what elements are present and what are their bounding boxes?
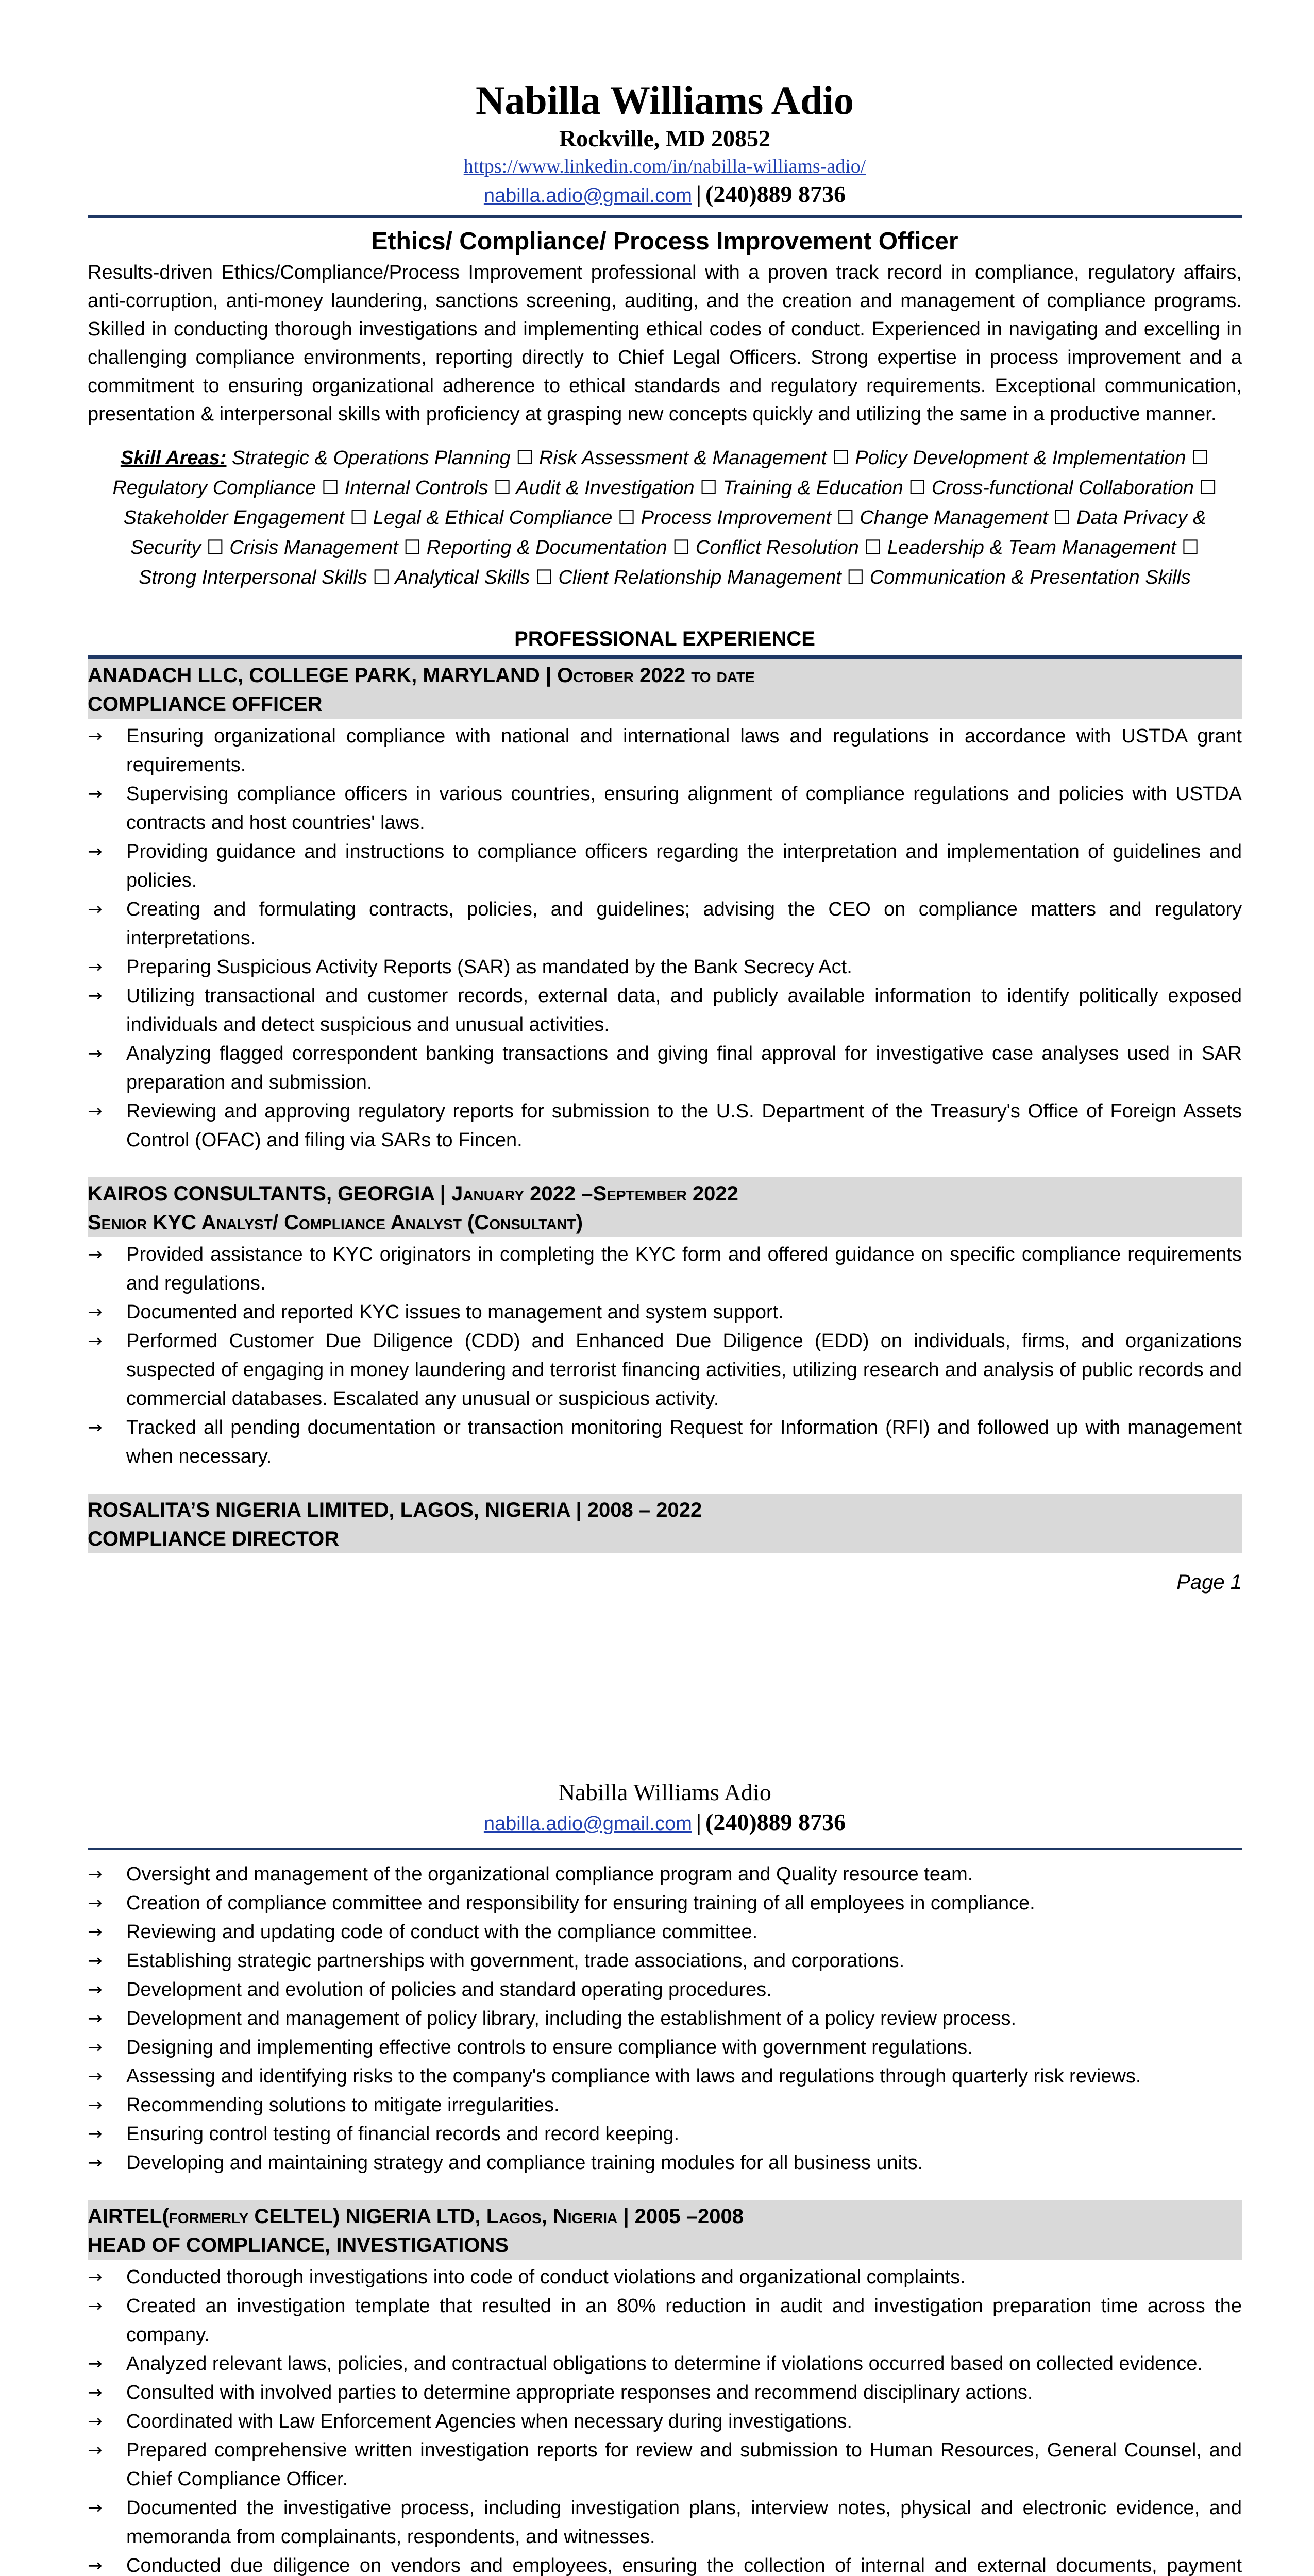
arrow-right-icon: → — [88, 2008, 103, 2029]
job-header: KAIROS CONSULTANTS, GEORGIA | January 2022 –September 2022 Senior KYC Analyst/ Compliance Analyst (Consultant) — [88, 1177, 1242, 1237]
arrow-right-icon: → — [88, 784, 103, 804]
skill-areas — [108, 443, 1221, 592]
arrow-right-icon: → — [88, 2095, 103, 2115]
bullet-item: → Created an investigation template that resulted in an 80% reduction in audit and investigation preparation time across the company. — [88, 2292, 1242, 2349]
job-dates: January 2022 –September 2022 — [451, 1182, 738, 1205]
summary-text: Results-driven Ethics/Compliance/Process Improvement professional with a proven track record in compliance, regulatory affairs, anti-corruption, anti-money laundering, sanctions screening, auditing, and the creation and management of compliance programs. Skilled in conducting thorough investigations and implementing ethical codes of conduct. Experienced in navigating and excelling in challenging compliance environments, reporting directly to Chief Legal Officers. Strong expertise in process improvement and a commitment to ensuring organizational adherence to ethical standards and regulatory requirements. Exceptional communication, presentation & interpersonal skills with proficiency at grasping new concepts quickly and utilizing the same in a productive manner. — [88, 262, 1242, 425]
page-1-content — [88, 77, 1242, 1597]
candidate-name: Nabilla Williams Adio — [558, 1779, 771, 1805]
candidate-location: Rockville, MD 20852 — [559, 125, 771, 151]
section-heading-experience: PROFESSIONAL EXPERIENCE — [88, 624, 1242, 659]
contact-separator: | — [696, 1809, 701, 1835]
bullet-item: → Assessing and identifying risks to the company's compliance with laws and regulations through quarterly risk reviews. — [88, 2062, 1242, 2091]
arrow-right-icon: → — [88, 2353, 103, 2374]
arrow-right-icon: → — [88, 2124, 103, 2144]
contact-line — [88, 1807, 1242, 1843]
professional-title: Ethics/ Compliance/ Process Improvement Officer — [371, 228, 958, 255]
bullet-item: → Ensuring organizational compliance with national and international laws and regulations in accordance with USTDA grant requirements. — [88, 722, 1242, 779]
job-title: COMPLIANCE DIRECTOR — [88, 1528, 340, 1550]
arrow-right-icon: → — [88, 2267, 103, 2287]
job-company: AIRTEL(formerly CELTEL) NIGERIA LTD, Lagos, Nigeria | 2005 –2008 — [88, 2205, 744, 2228]
bullet-item: → Conducted thorough investigations into code of conduct violations and organizational complaints. — [88, 2263, 1242, 2292]
resume-page-2 — [0, 1700, 1314, 2576]
header-block-repeat — [88, 1777, 1242, 1850]
bullet-item: → Preparing Suspicious Activity Reports (SAR) as mandated by the Bank Secrecy Act. — [88, 953, 1242, 981]
arrow-right-icon: → — [88, 1893, 103, 1913]
bullet-item: → Documented and reported KYC issues to management and system support. — [88, 1298, 1242, 1327]
bullet-item: → Coordinated with Law Enforcement Agencies when necessary during investigations. — [88, 2407, 1242, 2436]
job-title: COMPLIANCE OFFICER — [88, 693, 323, 716]
bullet-item: → Providing guidance and instructions to compliance officers regarding the interpretation and implementation of guidelines and policies. — [88, 837, 1242, 895]
page-number: Page 1 — [1176, 1571, 1242, 1594]
bullet-item: → Analyzing flagged correspondent banking transactions and giving final approval for investigative case analyses used in SAR preparation and submission. — [88, 1039, 1242, 1097]
skill-areas-label: Skill Areas: — [120, 447, 227, 469]
job-header — [88, 1494, 1242, 1553]
bullet-item: → Utilizing transactional and customer records, external data, and publicly available information to identify politically exposed individuals and detect suspicious and unusual activities. — [88, 981, 1242, 1039]
bullet-item: → Supervising compliance officers in various countries, ensuring alignment of compliance regulations and policies with USTDA contracts and host countries' laws. — [88, 779, 1242, 837]
job-bullets — [88, 722, 1242, 1155]
email-link[interactable]: nabilla.adio@gmail.com — [483, 185, 692, 207]
arrow-right-icon: → — [88, 1101, 103, 1122]
bullet-item: → Reviewing and updating code of conduct with the compliance committee. — [88, 1918, 1242, 1946]
bullet-item: → Reviewing and approving regulatory reports for submission to the U.S. Department of the Treasury's Office of Foreign Assets Control (OFAC) and filing via SARs to Fincen. — [88, 1097, 1242, 1155]
arrow-right-icon: → — [88, 2382, 103, 2403]
job-bullets — [88, 2263, 1242, 2576]
job-header: ANADACH LLC, COLLEGE PARK, MARYLAND | October 2022 to date COMPLIANCE OFFICER — [88, 659, 1242, 719]
bullet-item: → Consulted with involved parties to determine appropriate responses and recommend disciplinary actions. — [88, 2378, 1242, 2407]
bullet-item: → Designing and implementing effective controls to ensure compliance with government regulations. — [88, 2033, 1242, 2062]
job-title: HEAD OF COMPLIANCE, INVESTIGATIONS — [88, 2234, 509, 2257]
arrow-right-icon: → — [88, 726, 103, 747]
arrow-right-icon: → — [88, 841, 103, 862]
job-dates: October 2022 to date — [557, 664, 755, 687]
bullet-item: → Oversight and management of the organizational compliance program and Quality resource team. — [88, 1860, 1242, 1889]
job-company: ANADACH LLC, COLLEGE PARK, MARYLAND — [88, 664, 540, 687]
arrow-right-icon: → — [88, 899, 103, 920]
phone-number: (240)889 8736 — [705, 181, 846, 207]
bullet-item: → Provided assistance to KYC originators in completing the KYC form and offered guidance on specific compliance requirements and regulations. — [88, 1240, 1242, 1298]
arrow-right-icon: → — [88, 2296, 103, 2316]
job-company: ROSALITA’S NIGERIA LIMITED, LAGOS, NIGERIA | 2008 – 2022 — [88, 1499, 702, 1521]
linkedin-link[interactable]: https://www.linkedin.com/in/nabilla-williams-adio/ — [463, 156, 866, 177]
arrow-right-icon: → — [88, 1979, 103, 2000]
candidate-name: Nabilla Williams Adio — [476, 78, 854, 123]
arrow-right-icon: → — [88, 2411, 103, 2432]
job-bullets — [88, 1860, 1242, 2177]
arrow-right-icon: → — [88, 1951, 103, 1971]
bullet-item: → Creating and formulating contracts, policies, and guidelines; advising the CEO on compliance matters and regulatory interpretations. — [88, 895, 1242, 953]
job-header — [88, 2200, 1242, 2260]
job-company: KAIROS CONSULTANTS, GEORGIA — [88, 1182, 434, 1205]
arrow-right-icon: → — [88, 1864, 103, 1885]
arrow-right-icon: → — [88, 957, 103, 977]
arrow-right-icon: → — [88, 1417, 103, 1438]
bullet-item: → Documented the investigative process, including investigation plans, interview notes, physical and electronic evidence, and memoranda from complainants, respondents, and witnesses. — [88, 2494, 1242, 2551]
arrow-right-icon: → — [88, 1244, 103, 1265]
contact-line — [88, 179, 1242, 215]
arrow-right-icon: → — [88, 2555, 103, 2576]
header-block — [88, 77, 1242, 218]
arrow-right-icon: → — [88, 1043, 103, 1064]
bullet-item: → Prepared comprehensive written investigation reports for review and submission to Human Resources, General Counsel, and Chief Compliance Officer. — [88, 2436, 1242, 2494]
bullet-item: → Development and management of policy library, including the establishment of a policy review process. — [88, 2004, 1242, 2033]
bullet-item: → Conducted due diligence on vendors and employees, ensuring the collection of internal and external documents, payment — [88, 2551, 1242, 2576]
arrow-right-icon: → — [88, 986, 103, 1006]
job-title: Senior KYC Analyst/ Compliance Analyst (Consultant) — [88, 1211, 583, 1234]
email-link[interactable]: nabilla.adio@gmail.com — [483, 1813, 692, 1835]
arrow-right-icon: → — [88, 2498, 103, 2518]
bullet-item: → Ensuring control testing of financial records and record keeping. — [88, 2120, 1242, 2148]
bullet-item: → Establishing strategic partnerships with government, trade associations, and corporations. — [88, 1946, 1242, 1975]
bullet-item: → Tracked all pending documentation or transaction monitoring Request for Information (RFI) and followed up with management when necessary. — [88, 1413, 1242, 1471]
bullet-item: → Creation of compliance committee and responsibility for ensuring training of all employees in compliance. — [88, 1889, 1242, 1918]
bullet-item: → Development and evolution of policies and standard operating procedures. — [88, 1975, 1242, 2004]
arrow-right-icon: → — [88, 2440, 103, 2461]
skill-areas-list: Strategic & Operations Planning ☐ Risk Assessment & Management ☐ Policy Development & Implementation ☐ Regulatory Compliance ☐ Internal Controls ☐ Audit & Investigation ☐ Training & Education ☐ Cross-functional Collaboration ☐ Stakeholder Engagement ☐ Legal & Ethical Compliance ☐ Process Improvement ☐ Change Management ☐ Data Privacy & Security ☐ Crisis Management ☐ Reporting & Documentation ☐ Conflict Resolution ☐ Leadership & Team Management ☐ Strong Interpersonal Skills ☐ Analytical Skills ☐ Client Relationship Management ☐ Communication & Presentation Skills — [112, 447, 1217, 588]
arrow-right-icon: → — [88, 1331, 103, 1351]
arrow-right-icon: → — [88, 2066, 103, 2087]
arrow-right-icon: → — [88, 1302, 103, 1323]
arrow-right-icon: → — [88, 2153, 103, 2173]
arrow-right-icon: → — [88, 2037, 103, 2058]
bullet-item: → Analyzed relevant laws, policies, and contractual obligations to determine if violations occurred based on collected evidence. — [88, 2349, 1242, 2378]
contact-separator: | — [696, 181, 701, 207]
phone-number: (240)889 8736 — [705, 1809, 846, 1835]
job-bullets — [88, 1240, 1242, 1471]
bullet-item: → Developing and maintaining strategy and compliance training modules for all business units. — [88, 2148, 1242, 2177]
bullet-item: → Performed Customer Due Diligence (CDD) and Enhanced Due Diligence (EDD) on individuals, firms, and organizations suspected of engaging in money laundering and terrorist financing activities, utilizing research and analysis of public records and commercial databases. Escalated any unusual or suspicious activity. — [88, 1327, 1242, 1413]
bullet-item: → Recommending solutions to mitigate irregularities. — [88, 2091, 1242, 2120]
arrow-right-icon: → — [88, 1922, 103, 1942]
page-2-content — [88, 1777, 1242, 2576]
